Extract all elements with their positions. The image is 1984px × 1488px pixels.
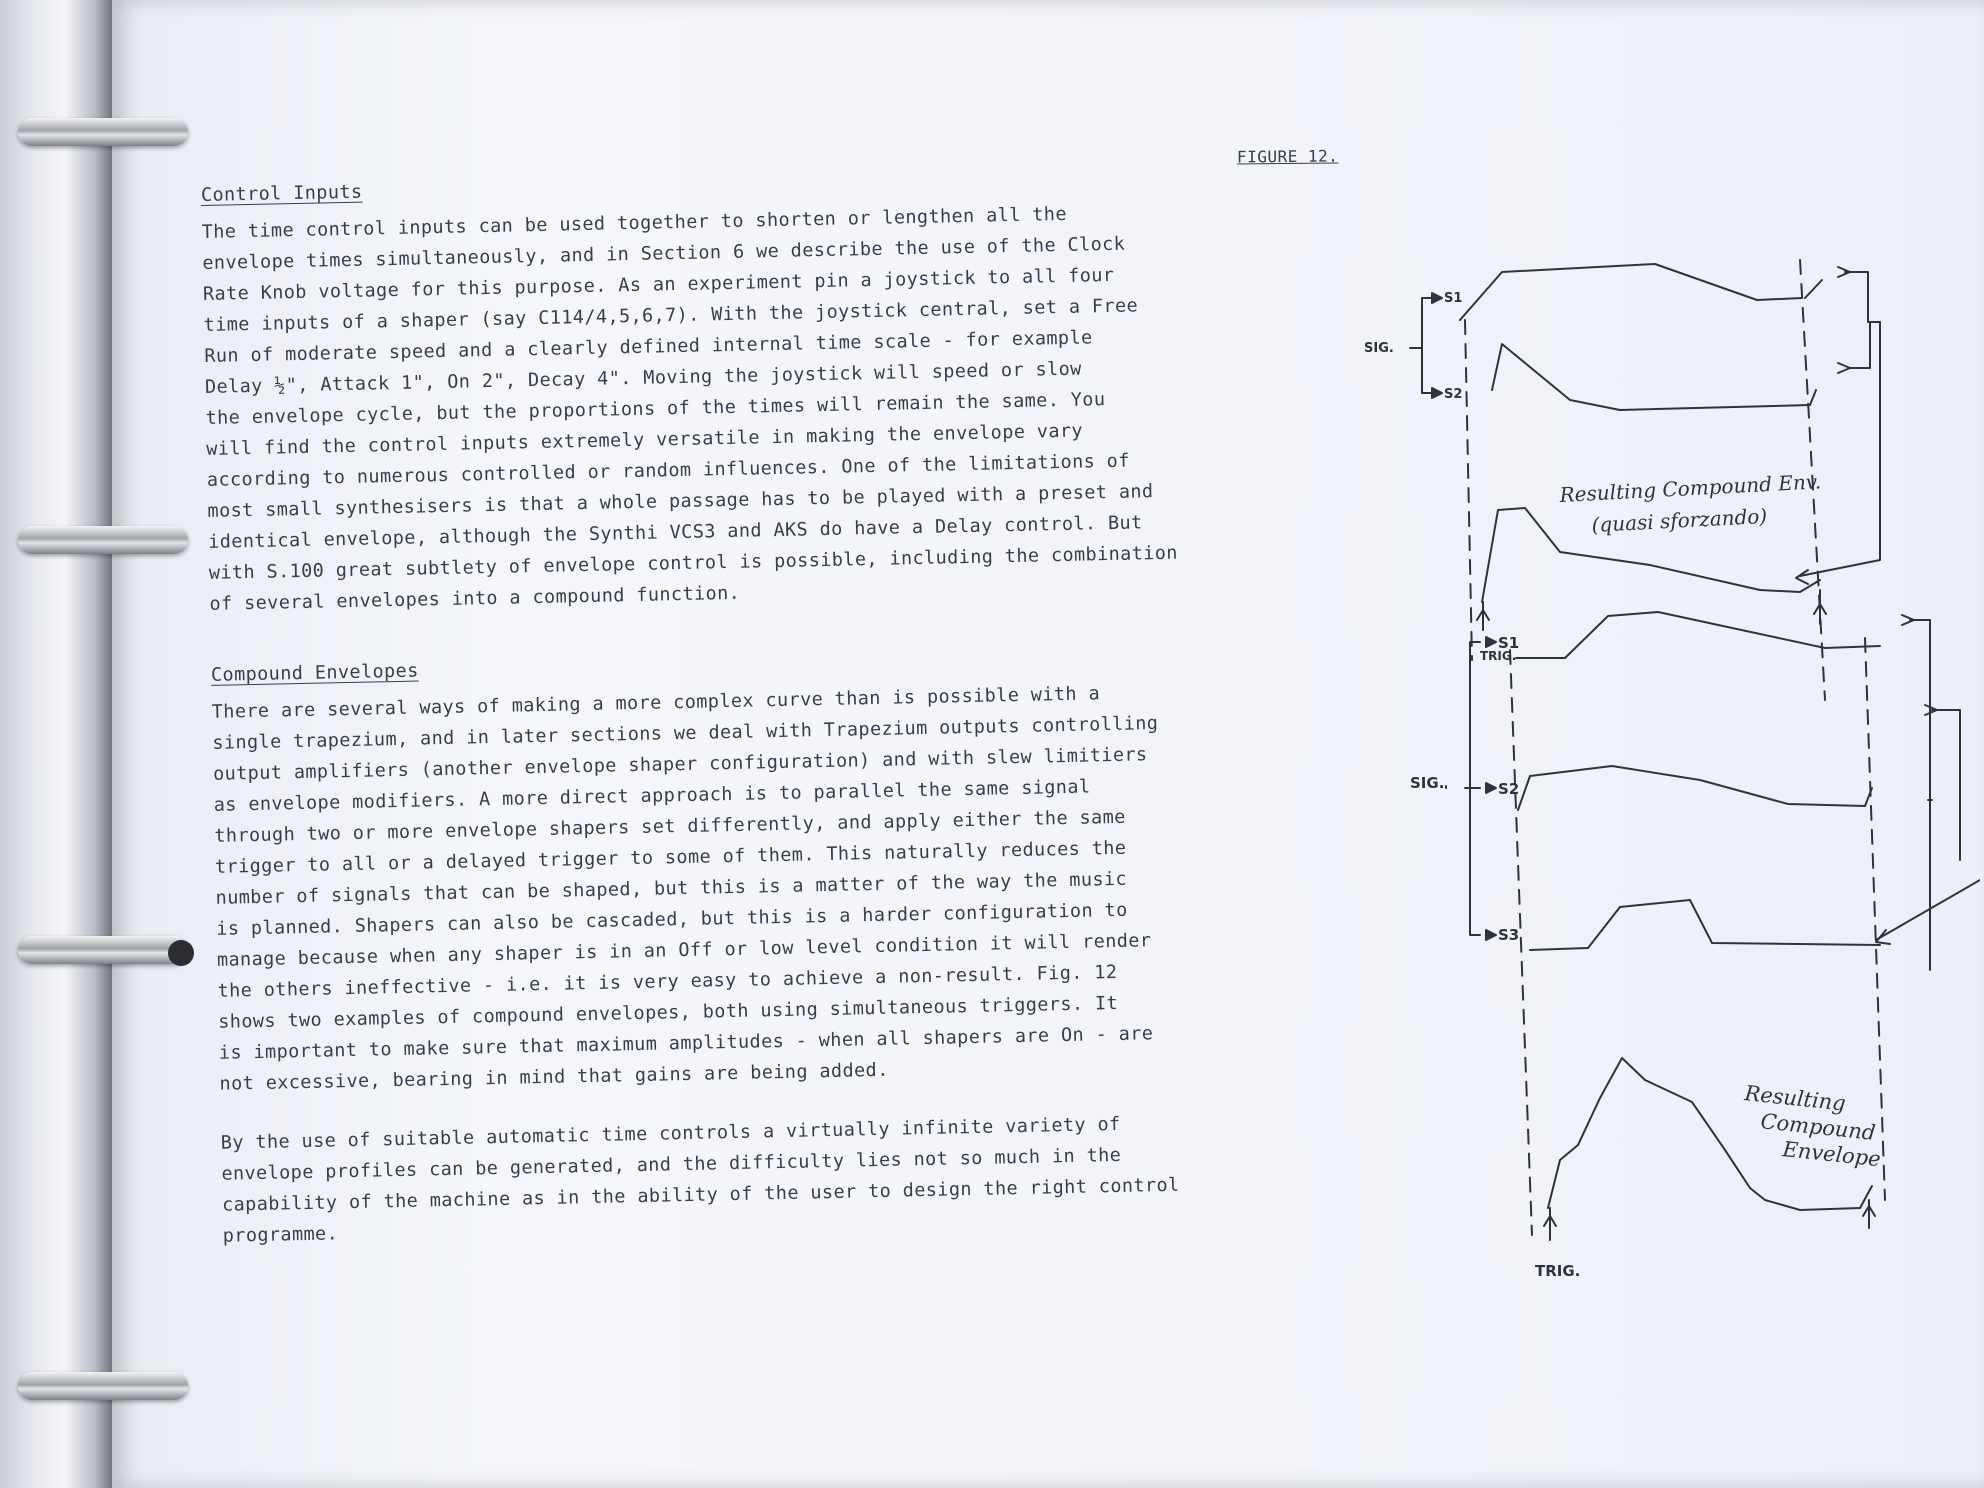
binder-ring-3 xyxy=(18,936,188,964)
paragraph xyxy=(201,197,1179,620)
text-line: is planned. Shapers can also be cascaded, but this is a harder configuration to xyxy=(216,899,1128,940)
text-line: identical envelope, although the Synthi VCS3 and AKS do have a Delay control. But xyxy=(208,512,1143,553)
binder-ring-1 xyxy=(18,118,188,146)
figure-label: FIGURE 12. xyxy=(1236,146,1339,167)
body-text xyxy=(200,130,1183,1252)
text-line: manage because when any shaper is in an Off or low level condition it will render xyxy=(216,930,1152,971)
sig-label: SIG. xyxy=(1410,774,1445,792)
arrow-icon xyxy=(1486,783,1496,793)
envelope-s3-b xyxy=(1530,900,1880,950)
text-line: is important to make sure that maximum amplitudes - when all shapers are On - are xyxy=(218,1023,1154,1064)
result-caption-1: Resulting xyxy=(1743,1081,1847,1116)
envelope-s2-b xyxy=(1518,766,1872,810)
result-caption-3: Envelope xyxy=(1781,1137,1882,1172)
arrow-icon xyxy=(1432,388,1442,398)
text-line: not excessive, bearing in mind that gains are being added. xyxy=(219,1059,889,1095)
trig-label: TRIG. xyxy=(1480,649,1517,663)
text-line: By the use of suitable automatic time controls a virtually infinite variety of xyxy=(220,1113,1121,1154)
text-line: Run of moderate speed and a clearly defined internal time scale - for example xyxy=(204,327,1093,367)
section-heading: Control Inputs xyxy=(200,181,363,206)
s2-label: S2 xyxy=(1444,387,1463,402)
text-line: programme. xyxy=(222,1223,339,1247)
result-caption-1: Resulting Compound Env. xyxy=(1559,469,1822,507)
text-line: with S.100 great subtlety of envelope control is possible, including the combination xyxy=(208,542,1179,584)
text-line: shows two examples of compound envelopes, both using simultaneous triggers. It xyxy=(218,992,1119,1033)
envelope-s2 xyxy=(1492,344,1816,410)
text-line: The time control inputs can be used together to shorten or lengthen all the xyxy=(201,203,1068,243)
text-line: time inputs of a shaper (say C114/4,5,6,7). With the joystick central, set a Free xyxy=(203,295,1139,336)
text-line: envelope times simultaneously, and in Section 6 we describe the use of the Clock xyxy=(202,233,1126,274)
sig-label: SIG. xyxy=(1364,341,1394,356)
arrow-icon xyxy=(1486,637,1496,647)
s3-label: S3 xyxy=(1498,926,1520,944)
envelope-s1-b xyxy=(1516,612,1880,658)
text-line: most small synthesisers is that a whole passage has to be played with a preset and xyxy=(207,481,1154,522)
binder-ring-4 xyxy=(18,1372,188,1400)
envelope-s1 xyxy=(1460,264,1802,320)
result-caption-2: (quasi sforzando) xyxy=(1591,503,1768,537)
sig-split-line xyxy=(1410,298,1432,348)
s1-label: S1 xyxy=(1444,291,1463,306)
s1-label: S1 xyxy=(1498,634,1520,652)
text-line: number of signals that can be shaped, but this is a matter of the way the music xyxy=(215,868,1128,909)
text-line: capability of the machine as in the ability of the user to design the right control xyxy=(221,1174,1180,1216)
text-line: single trapezium, and in later sections we deal with Trapezium outputs controlling xyxy=(212,713,1159,754)
punch-hole xyxy=(168,940,194,966)
text-line: Delay ½", Attack 1", On 2", Decay 4". Moving the joystick will speed or slow xyxy=(204,358,1082,398)
text-line: envelope profiles can be generated, and the difficulty lies not so much in the xyxy=(221,1144,1122,1185)
binder-edge xyxy=(0,0,118,1488)
text-line: the others ineffective - i.e. it is very easy to achieve a non-result. Fig. 12 xyxy=(217,961,1118,1002)
binder-ring-2 xyxy=(18,526,188,554)
text-line: will find the control inputs extremely versatile in making the envelope vary xyxy=(206,420,1084,460)
text-line: There are several ways of making a more complex curve than is possible with a xyxy=(211,683,1101,723)
figure-12-diagram xyxy=(1320,240,1980,1300)
section-heading: Compound Envelopes xyxy=(210,660,419,686)
text-line: according to numerous controlled or random influences. One of the limitations of xyxy=(206,450,1130,491)
paragraph xyxy=(220,1108,1182,1252)
arrow-icon xyxy=(1486,930,1496,940)
arrow-icon xyxy=(1432,293,1442,303)
text-line: Rate Knob voltage for this purpose. As an experiment pin a joystick to all four xyxy=(202,264,1115,305)
text-line: of several envelopes into a compound function. xyxy=(209,582,741,615)
text-line: trigger to all or a delayed trigger to some of them. This naturally reduces the xyxy=(214,837,1127,878)
text-line: through two or more envelope shapers set differently, and apply either the same xyxy=(214,806,1126,847)
text-line: as envelope modifiers. A more direct approach is to parallel the same signal xyxy=(213,776,1091,816)
s2-label: S2 xyxy=(1498,780,1520,798)
text-line: the envelope cycle, but the proportions of the times will remain the same. You xyxy=(205,389,1106,429)
paragraph xyxy=(211,677,1179,1100)
trig-label: TRIG. xyxy=(1535,1262,1581,1280)
result-caption-2: Compound xyxy=(1759,1109,1877,1146)
text-line: output amplifiers (another envelope shaper configuration) and with slew limitiers xyxy=(212,744,1148,785)
